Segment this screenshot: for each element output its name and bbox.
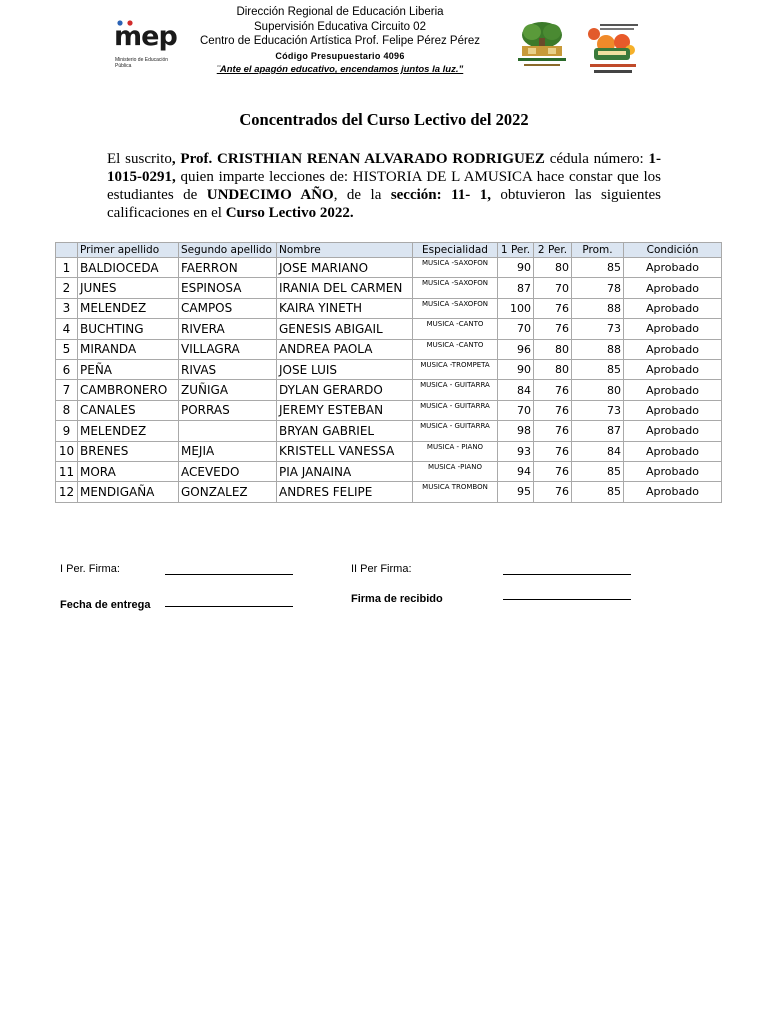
first-period-signature-line [165,574,293,575]
period-1-grade: 98 [498,421,534,441]
first-surname: MORA [78,461,179,481]
condition: Aprobado [624,298,722,318]
certification-paragraph [107,150,661,222]
first-surname: CANALES [78,400,179,420]
condition: Aprobado [624,339,722,359]
condition: Aprobado [624,258,722,278]
student-name: JEREMY ESTEBAN [277,400,413,420]
period-2-grade: 70 [534,278,572,298]
student-name: ANDREA PAOLA [277,339,413,359]
period-2-grade: 76 [534,461,572,481]
received-signature-label: Firma de recibido [351,593,443,605]
row-index: 6 [56,359,78,379]
condition: Aprobado [624,482,722,502]
table-header-row [56,243,722,258]
period-2-grade: 76 [534,441,572,461]
student-name: BRYAN GABRIEL [277,421,413,441]
period-1-grade: 95 [498,482,534,502]
specialty: MUSICA - GUITARRA [413,421,498,441]
grades-table [55,242,722,503]
header-name: Nombre [277,243,413,258]
first-surname: MELENDEZ [78,298,179,318]
specialty: MUSICA - GUITARRA [413,400,498,420]
document-header [190,5,490,78]
period-1-grade: 90 [498,258,534,278]
table-row [56,339,722,359]
condition: Aprobado [624,421,722,441]
header-condition: Condición [624,243,722,258]
paragraph-text: , de la [333,187,391,203]
student-name: DYLAN GERARDO [277,380,413,400]
table-row [56,319,722,339]
paragraph-text: El suscrito [107,151,172,167]
header-budget-code: Código Presupuestario 4096 [275,50,405,61]
table-row [56,461,722,481]
second-period-signature-label: II Per Firma: [351,563,412,575]
second-surname: ZUÑIGA [179,380,277,400]
average-grade: 85 [572,461,624,481]
first-surname: MELENDEZ [78,421,179,441]
specialty: MUSICA -PIANO [413,461,498,481]
student-name: KAIRA YINETH [277,298,413,318]
paragraph-text: cédula número: [544,151,649,167]
average-grade: 85 [572,258,624,278]
second-surname: CAMPOS [179,298,277,318]
school-crest-icon [512,20,572,72]
average-grade: 80 [572,380,624,400]
student-name: JOSE MARIANO [277,258,413,278]
specialty: MUSICA -SAXOFON [413,278,498,298]
header-line-school: Centro de Educación Artística Prof. Felipe Pérez Pérez [200,35,480,47]
average-grade: 88 [572,298,624,318]
first-surname: JUNES [78,278,179,298]
average-grade: 73 [572,319,624,339]
table-row [56,380,722,400]
first-surname: PEÑA [78,359,179,379]
condition: Aprobado [624,319,722,339]
period-2-grade: 76 [534,482,572,502]
average-grade: 87 [572,421,624,441]
second-surname: PORRAS [179,400,277,420]
period-1-grade: 87 [498,278,534,298]
row-index: 1 [56,258,78,278]
table-row [56,441,722,461]
second-surname: GONZALEZ [179,482,277,502]
table-row [56,359,722,379]
average-grade: 88 [572,339,624,359]
period-2-grade: 76 [534,380,572,400]
first-surname: CAMBRONERO [78,380,179,400]
guanacaste-logo-icon [584,22,642,78]
row-index: 5 [56,339,78,359]
mep-logo-subtitle: Ministerio de Educación Pública [115,57,169,69]
first-surname: MENDIGAÑA [78,482,179,502]
row-index: 7 [56,380,78,400]
row-index: 2 [56,278,78,298]
specialty: MUSICA -CANTO [413,319,498,339]
mep-logo [112,20,177,74]
second-period-signature-line [503,574,631,575]
specialty: MUSICA - PIANO [413,441,498,461]
header-period-2: 2 Per. [534,243,572,258]
period-1-grade: 70 [498,319,534,339]
table-row [56,258,722,278]
second-surname: MEJIA [179,441,277,461]
first-surname: BALDIOCEDA [78,258,179,278]
condition: Aprobado [624,441,722,461]
period-2-grade: 80 [534,359,572,379]
student-name: IRANIA DEL CARMEN [277,278,413,298]
paragraph-text: obtuvieron las siguientes calificaciones en el [107,187,661,221]
header-average: Prom. [572,243,624,258]
specialty: MUSICA - GUITARRA [413,380,498,400]
student-name: ANDRES FELIPE [277,482,413,502]
condition: Aprobado [624,278,722,298]
specialty: MUSICA -CANTO [413,339,498,359]
specialty: MUSICA TROMBON [413,482,498,502]
average-grade: 85 [572,482,624,502]
header-index [56,243,78,258]
condition: Aprobado [624,359,722,379]
header-period-1: 1 Per. [498,243,534,258]
specialty: MUSICA -SAXOFON [413,298,498,318]
mep-logo-text: mep [114,21,177,52]
second-surname: ESPINOSA [179,278,277,298]
average-grade: 73 [572,400,624,420]
specialty: MUSICA -SAXOFON [413,258,498,278]
teacher-name: , Prof. CRISTHIAN RENAN ALVARADO RODRIGUEZ [171,151,545,167]
header-second-surname: Segundo apellido [179,243,277,258]
second-surname: ACEVEDO [179,461,277,481]
header-first-surname: Primer apellido [78,243,179,258]
id-number: 1-1015-0291, [107,151,661,185]
first-surname: BUCHTING [78,319,179,339]
period-1-grade: 93 [498,441,534,461]
document-title: Concentrados del Curso Lectivo del 2022 [239,110,529,129]
row-index: 8 [56,400,78,420]
period-2-grade: 76 [534,319,572,339]
period-1-grade: 84 [498,380,534,400]
student-name: JOSE LUIS [277,359,413,379]
header-motto: ¨Ante el apagón educativo, encendamos juntos la luz.” [216,64,464,75]
period-2-grade: 76 [534,298,572,318]
paragraph-text: quien imparte lecciones de: HISTORIA DE L AMUSICA hace constar que los estudiantes de [107,169,661,203]
table-row [56,421,722,441]
average-grade: 84 [572,441,624,461]
student-name: PIA JANAINA [277,461,413,481]
table-row [56,400,722,420]
row-index: 10 [56,441,78,461]
student-name: GENESIS ABIGAIL [277,319,413,339]
first-surname: BRENES [78,441,179,461]
period-1-grade: 90 [498,359,534,379]
row-index: 4 [56,319,78,339]
delivery-date-line [165,606,293,607]
second-surname: FAERRON [179,258,277,278]
first-period-signature-label: I Per. Firma: [60,563,120,575]
table-row [56,298,722,318]
student-name: KRISTELL VANESSA [277,441,413,461]
period-1-grade: 94 [498,461,534,481]
table-row [56,278,722,298]
second-surname [179,421,277,441]
delivery-date-label: Fecha de entrega [60,599,151,611]
received-signature-line [503,599,631,600]
header-line-circuit: Supervisión Educativa Circuito 02 [254,20,426,33]
school-year: Curso Lectivo 2022. [225,205,354,221]
section-number: sección: 11- 1, [390,187,491,203]
row-index: 9 [56,421,78,441]
header-specialty: Especialidad [413,243,498,258]
row-index: 11 [56,461,78,481]
period-1-grade: 70 [498,400,534,420]
period-2-grade: 76 [534,421,572,441]
row-index: 3 [56,298,78,318]
row-index: 12 [56,482,78,502]
condition: Aprobado [624,461,722,481]
average-grade: 78 [572,278,624,298]
period-2-grade: 80 [534,258,572,278]
period-2-grade: 80 [534,339,572,359]
table-row [56,482,722,502]
header-line-region: Dirección Regional de Educación Liberia [236,6,444,18]
second-surname: VILLAGRA [179,339,277,359]
condition: Aprobado [624,380,722,400]
second-surname: RIVAS [179,359,277,379]
average-grade: 85 [572,359,624,379]
grade-level: UNDECIMO AÑO [206,187,334,203]
period-1-grade: 100 [498,298,534,318]
second-surname: RIVERA [179,319,277,339]
first-surname: MIRANDA [78,339,179,359]
period-2-grade: 76 [534,400,572,420]
period-1-grade: 96 [498,339,534,359]
specialty: MUSICA -TROMPETA [413,359,498,379]
condition: Aprobado [624,400,722,420]
